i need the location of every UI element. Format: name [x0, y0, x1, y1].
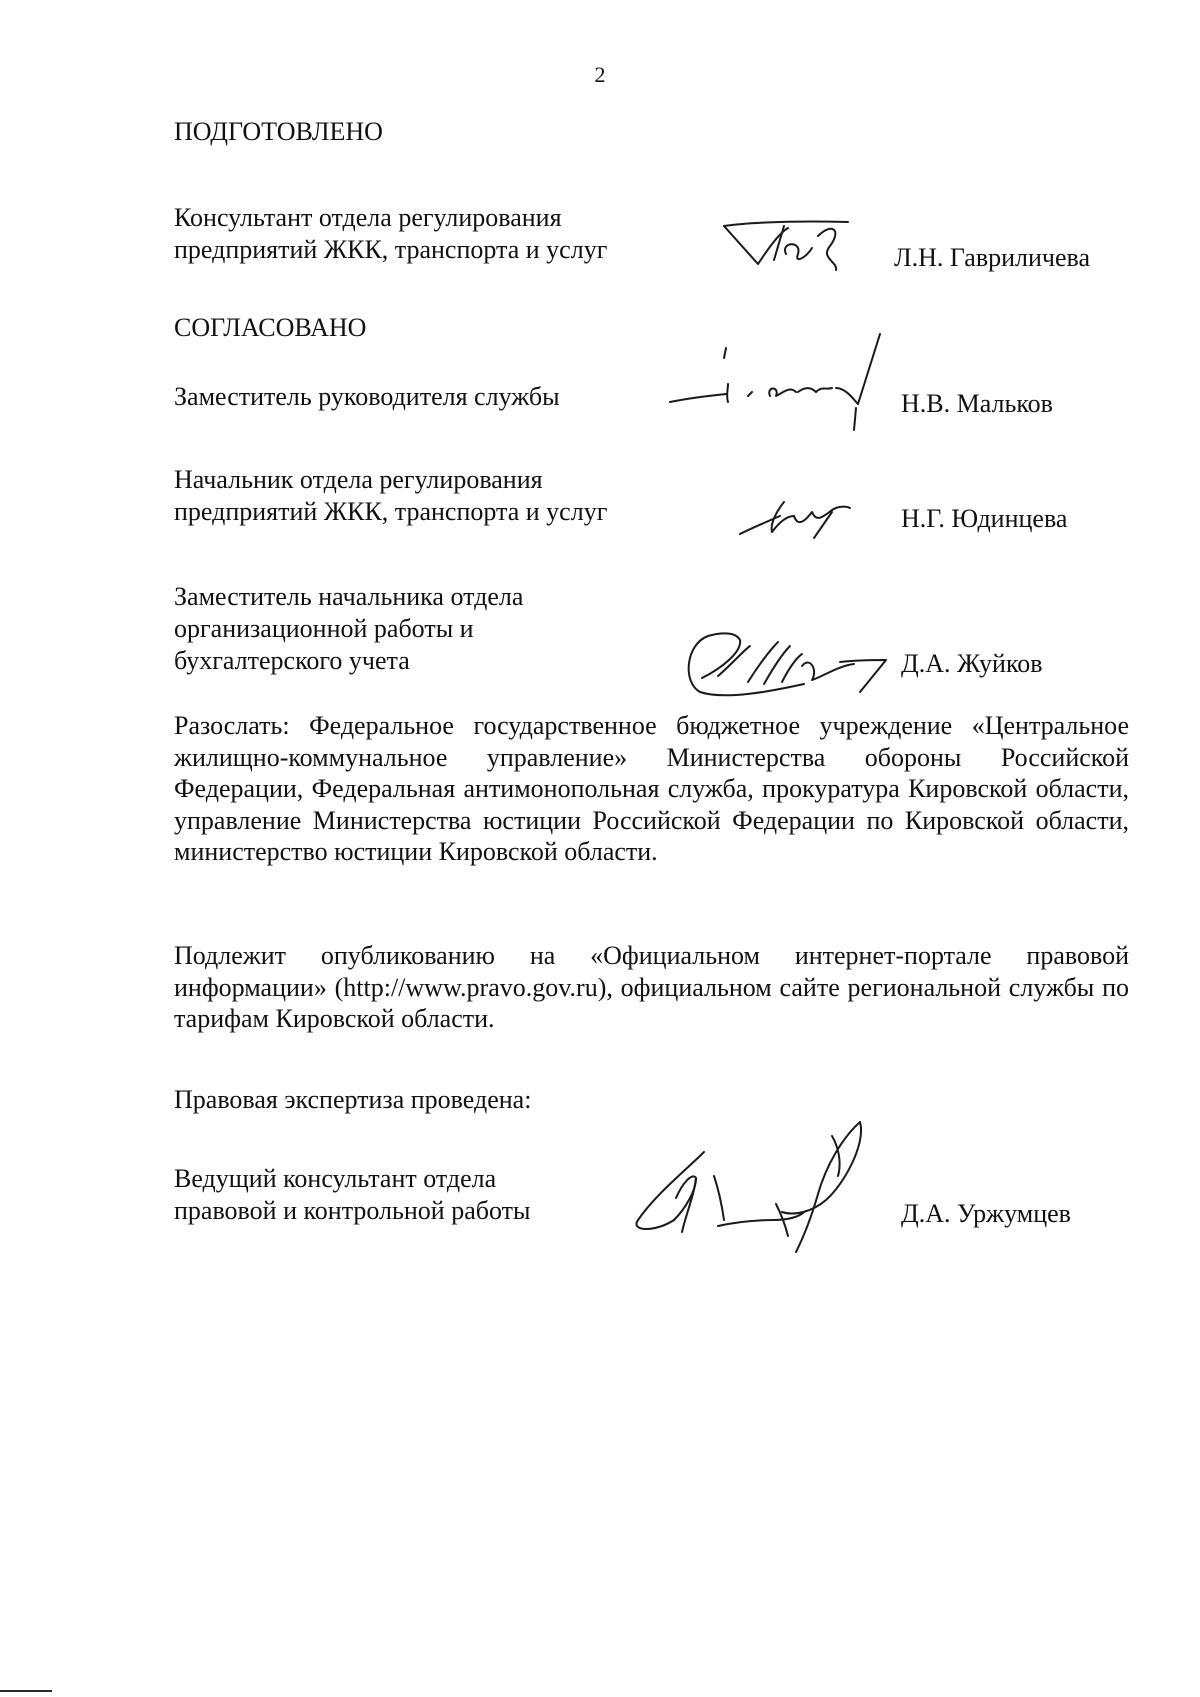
signatory-name: Д.А. Жуйков — [901, 649, 1043, 678]
signature-zhuikov — [678, 626, 910, 698]
position-line: Консультант отдела регулирования — [174, 203, 562, 232]
position-line: Начальник отдела регулирования — [174, 465, 543, 494]
agreed-heading: СОГЛАСОВАНО — [174, 313, 367, 342]
position-line: организационной работы и — [174, 614, 474, 643]
publication-paragraph: Подлежит опубликованию на «Официальном интернет-портале правовой информации» (http://www.pravo.gov.ru), официальном сайте региональной службы по тарифам Кировской области. — [174, 941, 1129, 1033]
position-line: Заместитель начальника отдела — [174, 582, 524, 611]
scan-edge-mark — [0, 1690, 52, 1692]
position-line: предприятий ЖКК, транспорта и услуг — [174, 235, 608, 264]
signature-yudintseva — [736, 494, 856, 544]
legal-review-heading: Правовая экспертиза проведена: — [174, 1085, 532, 1114]
position-line: предприятий ЖКК, транспорта и услуг — [174, 497, 608, 526]
prepared-heading: ПОДГОТОВЛЕНО — [174, 117, 383, 146]
position-line: Ведущий консультант отдела — [174, 1164, 497, 1193]
signature-malkov — [666, 330, 906, 440]
position-line: правовой и контрольной работы — [174, 1196, 531, 1225]
signature-urzhumtsev — [626, 1116, 880, 1256]
signatory-name: Д.А. Уржумцев — [901, 1199, 1071, 1228]
page-number: 2 — [594, 62, 606, 87]
signatory-name: Н.В. Мальков — [901, 389, 1053, 418]
signatory-name: Н.Г. Юдинцева — [901, 504, 1068, 533]
position-line: Заместитель руководителя службы — [174, 382, 560, 411]
distribution-paragraph: Разослать: Федеральное государственное бюджетное учреждение «Центральное жилищно-коммунальное управление» Министерства обороны Российской Федерации, Федеральная антимонопольная служба, прокуратура Кировской области, управление Министерства юстиции Российской Федерации по Кировской области, министерство юстиции Кировской области. — [174, 711, 1129, 866]
signature-gavrilicheva — [720, 212, 860, 282]
position-line: бухгалтерского учета — [174, 646, 410, 675]
signatory-name: Л.Н. Гавриличева — [894, 243, 1091, 272]
